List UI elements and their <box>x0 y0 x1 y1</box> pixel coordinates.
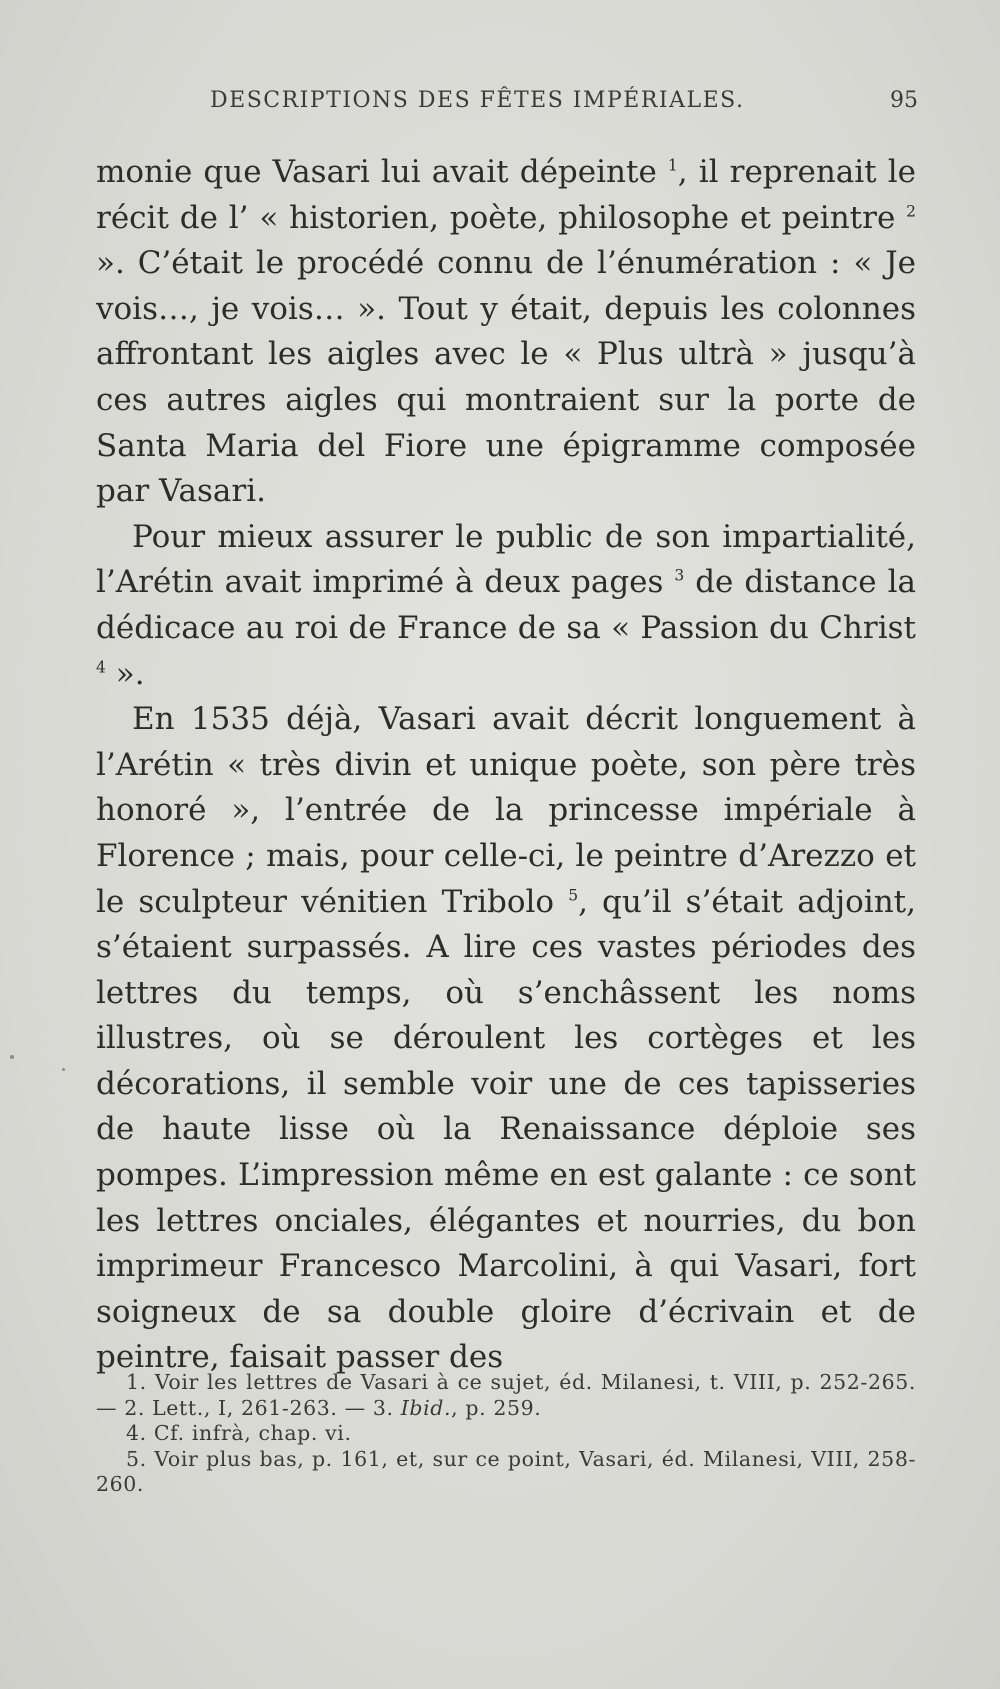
footnote-ref-2: 2 <box>906 202 916 221</box>
paper-speck <box>10 1055 14 1059</box>
footnote-ref-1: 1 <box>667 156 678 175</box>
paper-speck <box>62 1068 65 1071</box>
text-run: ». C’était le procédé connu de l’énumération : « Je vois…, je vois… ». Tout y était, depuis les colonnes affrontant les aigles avec le « Plus ultrà » jusqu’à ces autres aigles qui montraient sur la porte de Santa Maria del Fiore une épigramme composée par Vasari. <box>96 245 916 510</box>
text-run: , qu’il s’était adjoint, s’étaient surpassés. A lire ces vastes périodes des lettres du temps, où s’enchâssent les noms illustres, où se déroulent les cortèges et les décorations, il semble voir une de ces tapisseries de haute lisse où la Renaissance déploie ses pompes. L’impression même en est galante : ce sont les lettres onciales, élégantes et nourries, du bon imprimeur Francesco Marcolini, à qui Vasari, fort soigneux de sa double gloire d’écrivain et de peintre, faisait passer des <box>96 883 916 1376</box>
footnote-1-3 <box>96 1370 916 1421</box>
footnote-ref-5: 5 <box>568 886 579 905</box>
footnotes <box>96 1370 916 1498</box>
footnote-ibid: Ibid. <box>400 1395 452 1420</box>
paragraph-3 <box>96 697 916 1381</box>
text-run: , il reprenait le récit de l’ « historien, poète, philosophe et peintre <box>96 154 916 236</box>
text-run: de distance la dédicace au roi de France de sa « Passion du Christ <box>96 564 916 646</box>
running-header <box>210 88 930 113</box>
paragraph-2 <box>96 515 916 697</box>
running-title: DESCRIPTIONS DES FÊTES IMPÉRIALES. <box>210 88 745 113</box>
footnote-text: , p. 259. <box>451 1395 542 1420</box>
footnote-ref-3: 3 <box>674 567 685 586</box>
main-text <box>96 150 916 1381</box>
footnote-ref-4: 4 <box>96 658 106 677</box>
text-run: En 1535 déjà, Vasari avait décrit longuement à l’Arétin « très divin et unique poète, son père très honoré », l’entrée de la princesse impériale à Florence ; mais, pour celle-ci, le peintre d’Arezzo et le sculpteur vénitien Tribolo <box>96 701 916 920</box>
text-run: Pour mieux assurer le public de son impartialité, l’Arétin avait imprimé à deux pages <box>96 518 916 601</box>
page-number: 95 <box>890 88 918 113</box>
footnote-5: 5. Voir plus bas, p. 161, et, sur ce point, Vasari, éd. Milanesi, VIII, 258-260. <box>96 1446 916 1496</box>
text-run: ». <box>105 655 145 692</box>
footnote-text: 1. Voir les lettres de Vasari à ce sujet, éd. Milanesi, t. VIII, p. 252-265. — 2. Lett., I, 261-263. — 3. <box>96 1370 916 1420</box>
text-run: monie que Vasari lui avait dépeinte <box>96 154 668 190</box>
footnote-4: 4. Cf. infrà, chap. vi. <box>126 1421 352 1445</box>
paragraph-1 <box>96 150 916 515</box>
